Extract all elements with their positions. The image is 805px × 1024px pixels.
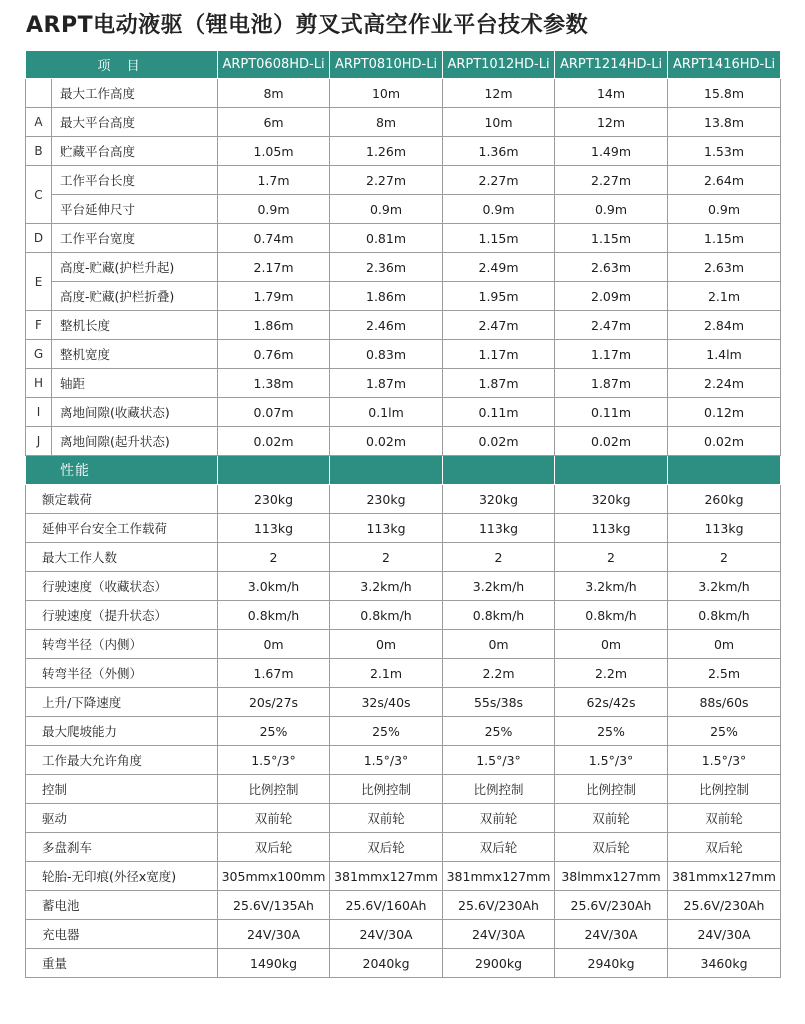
value-cell: 双后轮: [330, 833, 443, 862]
value-cell: 1.15m: [443, 224, 555, 253]
value-cell: 2: [668, 543, 781, 572]
value-cell: 0.9m: [443, 195, 555, 224]
row-label: 充电器: [26, 920, 218, 949]
value-cell: 32s/40s: [330, 688, 443, 717]
value-cell: 2.27m: [330, 166, 443, 195]
header-item-label: 项 目: [26, 51, 218, 79]
row-label: 整机宽度: [52, 340, 218, 369]
table-row: [26, 137, 781, 166]
value-cell: 0m: [555, 630, 668, 659]
row-label: 最大爬坡能力: [26, 717, 218, 746]
value-cell: 0.02m: [555, 427, 668, 456]
section-label-performance: 性能: [26, 456, 218, 485]
value-cell: 1.36m: [443, 137, 555, 166]
value-cell: 1.5°/3°: [555, 746, 668, 775]
row-code: E: [26, 253, 52, 311]
value-cell: 381mmx127mm: [668, 862, 781, 891]
value-cell: 15.8m: [668, 79, 781, 108]
value-cell: 10m: [330, 79, 443, 108]
value-cell: 260kg: [668, 485, 781, 514]
row-label: 高度-贮藏(护栏折叠): [52, 282, 218, 311]
value-cell: 113kg: [668, 514, 781, 543]
value-cell: 1.49m: [555, 137, 668, 166]
value-cell: 1.79m: [218, 282, 330, 311]
header-model: ARPT1214HD-Li: [555, 51, 668, 79]
value-cell: 2.36m: [330, 253, 443, 282]
row-code: C: [26, 166, 52, 224]
value-cell: 2.24m: [668, 369, 781, 398]
value-cell: 1.7m: [218, 166, 330, 195]
value-cell: 双后轮: [218, 833, 330, 862]
value-cell: 0.9m: [555, 195, 668, 224]
value-cell: 230kg: [330, 485, 443, 514]
header-model: ARPT1012HD-Li: [443, 51, 555, 79]
value-cell: 双前轮: [443, 804, 555, 833]
value-cell: 25.6V/230Ah: [668, 891, 781, 920]
row-label: 延伸平台安全工作载荷: [26, 514, 218, 543]
value-cell: 3.2km/h: [555, 572, 668, 601]
value-cell: 0m: [668, 630, 781, 659]
value-cell: 0.8km/h: [668, 601, 781, 630]
value-cell: 25%: [218, 717, 330, 746]
value-cell: 0.81m: [330, 224, 443, 253]
value-cell: 24V/30A: [668, 920, 781, 949]
value-cell: 12m: [555, 108, 668, 137]
value-cell: 0.02m: [668, 427, 781, 456]
value-cell: 1.05m: [218, 137, 330, 166]
value-cell: 381mmx127mm: [443, 862, 555, 891]
value-cell: 1.17m: [555, 340, 668, 369]
value-cell: 24V/30A: [330, 920, 443, 949]
value-cell: 0.83m: [330, 340, 443, 369]
value-cell: 14m: [555, 79, 668, 108]
value-cell: 20s/27s: [218, 688, 330, 717]
table-row: [26, 369, 781, 398]
value-cell: 3460kg: [668, 949, 781, 978]
value-cell: 2.27m: [443, 166, 555, 195]
value-cell: 0.8km/h: [330, 601, 443, 630]
value-cell: 1.67m: [218, 659, 330, 688]
value-cell: 88s/60s: [668, 688, 781, 717]
section-empty-cell: [668, 456, 781, 485]
row-code: A: [26, 108, 52, 137]
row-label: 最大平台高度: [52, 108, 218, 137]
value-cell: 0.8km/h: [555, 601, 668, 630]
value-cell: 1490kg: [218, 949, 330, 978]
table-row: [26, 166, 781, 195]
table-row: [26, 833, 781, 862]
row-code: F: [26, 311, 52, 340]
row-label: 上升/下降速度: [26, 688, 218, 717]
value-cell: 1.87m: [555, 369, 668, 398]
value-cell: 1.4lm: [668, 340, 781, 369]
row-code: B: [26, 137, 52, 166]
row-label: 轮胎-无印痕(外径x宽度): [26, 862, 218, 891]
value-cell: 0.02m: [443, 427, 555, 456]
value-cell: 2.63m: [668, 253, 781, 282]
row-label: 工作最大允许角度: [26, 746, 218, 775]
value-cell: 比例控制: [443, 775, 555, 804]
row-label: 最大工作高度: [52, 79, 218, 108]
table-row: [26, 224, 781, 253]
value-cell: 2.46m: [330, 311, 443, 340]
value-cell: 0.9m: [668, 195, 781, 224]
table-row: [26, 688, 781, 717]
value-cell: 25.6V/230Ah: [443, 891, 555, 920]
value-cell: 0.02m: [330, 427, 443, 456]
value-cell: 1.87m: [443, 369, 555, 398]
value-cell: 2.47m: [555, 311, 668, 340]
value-cell: 双后轮: [668, 833, 781, 862]
value-cell: 3.2km/h: [443, 572, 555, 601]
value-cell: 2: [330, 543, 443, 572]
row-label: 整机长度: [52, 311, 218, 340]
table-row: [26, 485, 781, 514]
value-cell: 2: [555, 543, 668, 572]
value-cell: 1.53m: [668, 137, 781, 166]
header-model: ARPT0810HD-Li: [330, 51, 443, 79]
table-row: [26, 427, 781, 456]
row-label: 轴距: [52, 369, 218, 398]
value-cell: 113kg: [218, 514, 330, 543]
value-cell: 25%: [555, 717, 668, 746]
value-cell: 10m: [443, 108, 555, 137]
value-cell: 1.17m: [443, 340, 555, 369]
row-label: 工作平台宽度: [52, 224, 218, 253]
value-cell: 0.9m: [218, 195, 330, 224]
value-cell: 2.84m: [668, 311, 781, 340]
row-label: 贮藏平台高度: [52, 137, 218, 166]
value-cell: 比例控制: [555, 775, 668, 804]
table-row: [26, 253, 781, 282]
value-cell: 0.8km/h: [443, 601, 555, 630]
value-cell: 25%: [330, 717, 443, 746]
value-cell: 230kg: [218, 485, 330, 514]
value-cell: 2: [443, 543, 555, 572]
row-code: J: [26, 427, 52, 456]
value-cell: 0.11m: [555, 398, 668, 427]
table-row: [26, 195, 781, 224]
value-cell: 0.02m: [218, 427, 330, 456]
value-cell: 3.2km/h: [330, 572, 443, 601]
value-cell: 2.2m: [443, 659, 555, 688]
value-cell: 3.2km/h: [668, 572, 781, 601]
value-cell: 25.6V/135Ah: [218, 891, 330, 920]
table-row: [26, 862, 781, 891]
value-cell: 0m: [443, 630, 555, 659]
row-label: 行驶速度（收藏状态）: [26, 572, 218, 601]
row-label: 最大工作人数: [26, 543, 218, 572]
spec-table-body: [26, 51, 781, 978]
value-cell: 381mmx127mm: [330, 862, 443, 891]
value-cell: 2.1m: [668, 282, 781, 311]
value-cell: 113kg: [443, 514, 555, 543]
value-cell: 24V/30A: [218, 920, 330, 949]
value-cell: 1.5°/3°: [218, 746, 330, 775]
header-model: ARPT1416HD-Li: [668, 51, 781, 79]
value-cell: 0.1lm: [330, 398, 443, 427]
value-cell: 25.6V/160Ah: [330, 891, 443, 920]
row-label: 额定载荷: [26, 485, 218, 514]
table-row: [26, 920, 781, 949]
table-row: [26, 79, 781, 108]
value-cell: 55s/38s: [443, 688, 555, 717]
value-cell: 比例控制: [330, 775, 443, 804]
value-cell: 2: [218, 543, 330, 572]
value-cell: 2.27m: [555, 166, 668, 195]
header-model: ARPT0608HD-Li: [218, 51, 330, 79]
value-cell: 2900kg: [443, 949, 555, 978]
row-label: 离地间隙(起升状态): [52, 427, 218, 456]
value-cell: 1.87m: [330, 369, 443, 398]
value-cell: 1.26m: [330, 137, 443, 166]
table-row: [26, 108, 781, 137]
value-cell: 2940kg: [555, 949, 668, 978]
table-row: [26, 514, 781, 543]
table-row: [26, 775, 781, 804]
value-cell: 双前轮: [555, 804, 668, 833]
value-cell: 比例控制: [218, 775, 330, 804]
table-row: [26, 543, 781, 572]
value-cell: 2.47m: [443, 311, 555, 340]
table-row: [26, 804, 781, 833]
value-cell: 2.49m: [443, 253, 555, 282]
value-cell: 2.2m: [555, 659, 668, 688]
value-cell: 1.5°/3°: [668, 746, 781, 775]
value-cell: 双后轮: [443, 833, 555, 862]
row-label: 行驶速度（提升状态）: [26, 601, 218, 630]
value-cell: 2.1m: [330, 659, 443, 688]
row-code: H: [26, 369, 52, 398]
value-cell: 双前轮: [668, 804, 781, 833]
table-row: [26, 630, 781, 659]
value-cell: 1.38m: [218, 369, 330, 398]
value-cell: 1.5°/3°: [443, 746, 555, 775]
page-title: ARPT电动液驱（锂电池）剪叉式高空作业平台技术参数: [26, 13, 589, 38]
value-cell: 2.17m: [218, 253, 330, 282]
row-label: 平台延伸尺寸: [52, 195, 218, 224]
value-cell: 0m: [218, 630, 330, 659]
value-cell: 1.95m: [443, 282, 555, 311]
value-cell: 24V/30A: [555, 920, 668, 949]
value-cell: 0.07m: [218, 398, 330, 427]
row-label: 工作平台长度: [52, 166, 218, 195]
table-row: [26, 282, 781, 311]
row-label: 转弯半径（外侧）: [26, 659, 218, 688]
table-row: [26, 601, 781, 630]
value-cell: 0.76m: [218, 340, 330, 369]
table-row: [26, 340, 781, 369]
value-cell: 320kg: [555, 485, 668, 514]
row-label: 多盘刹车: [26, 833, 218, 862]
table-header-row: [26, 51, 781, 79]
value-cell: 双前轮: [330, 804, 443, 833]
value-cell: 25.6V/230Ah: [555, 891, 668, 920]
value-cell: 25%: [668, 717, 781, 746]
value-cell: 双后轮: [555, 833, 668, 862]
value-cell: 2.5m: [668, 659, 781, 688]
row-code: D: [26, 224, 52, 253]
row-label: 蓄电池: [26, 891, 218, 920]
row-label: 高度-贮藏(护栏升起): [52, 253, 218, 282]
value-cell: 320kg: [443, 485, 555, 514]
section-header-row: [26, 456, 781, 485]
value-cell: 2.64m: [668, 166, 781, 195]
value-cell: 0.11m: [443, 398, 555, 427]
table-row: [26, 398, 781, 427]
value-cell: 62s/42s: [555, 688, 668, 717]
value-cell: 2.63m: [555, 253, 668, 282]
value-cell: 305mmx100mm: [218, 862, 330, 891]
value-cell: 2040kg: [330, 949, 443, 978]
value-cell: 24V/30A: [443, 920, 555, 949]
value-cell: 1.86m: [218, 311, 330, 340]
row-label: 重量: [26, 949, 218, 978]
row-code: G: [26, 340, 52, 369]
value-cell: 双前轮: [218, 804, 330, 833]
table-row: [26, 746, 781, 775]
row-label: 控制: [26, 775, 218, 804]
value-cell: 比例控制: [668, 775, 781, 804]
value-cell: 0.9m: [330, 195, 443, 224]
section-empty-cell: [330, 456, 443, 485]
value-cell: 6m: [218, 108, 330, 137]
section-empty-cell: [218, 456, 330, 485]
value-cell: 113kg: [330, 514, 443, 543]
value-cell: 1.86m: [330, 282, 443, 311]
value-cell: 1.5°/3°: [330, 746, 443, 775]
table-row: [26, 891, 781, 920]
table-row: [26, 311, 781, 340]
value-cell: 0.12m: [668, 398, 781, 427]
value-cell: 113kg: [555, 514, 668, 543]
table-row: [26, 659, 781, 688]
row-label: 转弯半径（内侧）: [26, 630, 218, 659]
row-code: I: [26, 398, 52, 427]
row-label: 驱动: [26, 804, 218, 833]
row-label: 离地间隙(收藏状态): [52, 398, 218, 427]
value-cell: 1.15m: [555, 224, 668, 253]
spec-table: [25, 50, 781, 978]
value-cell: 3.0km/h: [218, 572, 330, 601]
table-row: [26, 717, 781, 746]
value-cell: 8m: [330, 108, 443, 137]
value-cell: 1.15m: [668, 224, 781, 253]
value-cell: 38lmmx127mm: [555, 862, 668, 891]
value-cell: 12m: [443, 79, 555, 108]
section-empty-cell: [443, 456, 555, 485]
table-row: [26, 949, 781, 978]
row-code: [26, 79, 52, 108]
table-row: [26, 572, 781, 601]
value-cell: 8m: [218, 79, 330, 108]
section-empty-cell: [555, 456, 668, 485]
value-cell: 0.8km/h: [218, 601, 330, 630]
value-cell: 0m: [330, 630, 443, 659]
value-cell: 25%: [443, 717, 555, 746]
value-cell: 13.8m: [668, 108, 781, 137]
value-cell: 2.09m: [555, 282, 668, 311]
value-cell: 0.74m: [218, 224, 330, 253]
